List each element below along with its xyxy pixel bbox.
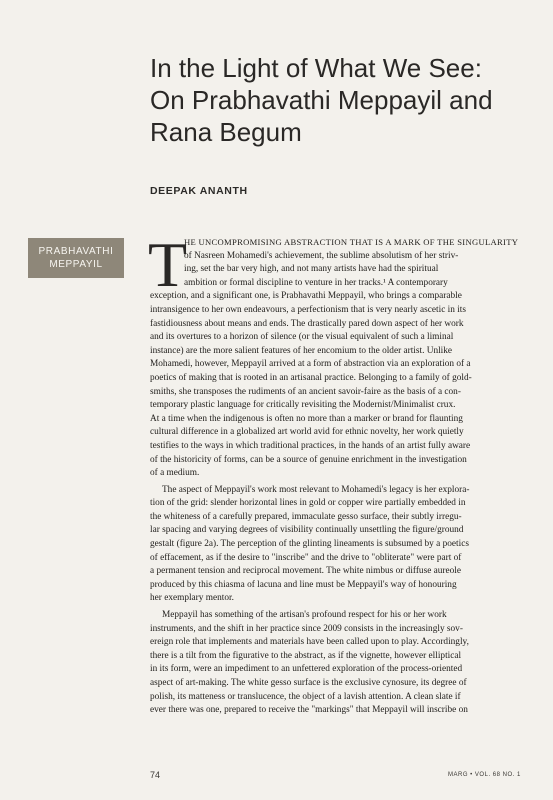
body-line: At a time when the indigenous is often no more than a marker or brand for flaunting: [150, 413, 463, 424]
section-label-line: MEPPAYIL: [49, 259, 103, 270]
section-label: [28, 238, 124, 278]
body-line: testifies to the ways in which traditional practices, in the hands of an artist fully aware: [150, 440, 471, 451]
journal-issue: MARG • VOL. 68 NO. 1: [448, 772, 521, 778]
body-line: ing, set the bar very high, and not many artists have had the spiritual: [184, 264, 439, 275]
title-line: Rana Begum: [150, 117, 302, 147]
page-number: 74: [150, 770, 161, 780]
body-line: the whiteness of a carefully prepared, immaculate gesso surface, their subtly irregu-: [150, 511, 462, 522]
section-label-line: PRABHAVATHI: [38, 246, 114, 257]
body-line: polish, its matteness or translucence, the object of a lavish attention. A clean slate if: [150, 691, 461, 702]
body-line: gestalt (figure 2a). The perception of the glinting lineaments is subsumed by a poetics: [150, 539, 469, 550]
body-line: cultural difference in a globalized art world avid for ethnic novelty, her work quietly: [150, 427, 464, 438]
body-line: ambition or formal discipline to venture in her tracks.¹ A contemporary: [184, 277, 448, 288]
body-line: temporary plastic language for critically revisiting the Modernist/Minimalist crux.: [150, 400, 456, 411]
body-line: of Nasreen Mohamedi's achievement, the sublime absolutism of her striv-: [184, 250, 459, 261]
body-line: her exemplary mentor.: [150, 593, 234, 604]
body-line: of the historicity of forms, can be a source of genuine enrichment in the investigation: [150, 454, 467, 465]
body-line: exception, and a significant one, is Prabhavathi Meppayil, who brings a comparable: [150, 291, 462, 302]
body-line: ereign role that implements and materials have been called upon to play. Accordingly,: [150, 637, 469, 648]
body-line: in its form, were an impediment to an unfettered exploration of the process-oriented: [150, 664, 463, 675]
body-line: a permanent tension and reciprocal movement. The white nimbus or diffuse aureole: [150, 566, 462, 577]
body-line: smiths, she transposes the rudiments of an ancient savoir-faire as the basis of a con-: [150, 386, 461, 397]
article-title: [150, 52, 530, 148]
body-line: instance) are the more salient features of her encomium to the older artist. Unlike: [150, 345, 453, 356]
article-body: [150, 236, 532, 718]
body-line: of effacement, as if the desire to "inscribe" and the drive to "obliterate" were part of: [150, 552, 462, 563]
body-line: tion of the grid: slender horizontal lines in gold or copper wire partially embedded in: [150, 498, 466, 509]
body-line: Mohamedi, however, Meppayil arrived at a form of abstraction via an exploration of a: [150, 359, 471, 370]
body-line: HE UNCOMPROMISING ABSTRACTION THAT IS A MARK OF THE SINGULARITY: [184, 237, 519, 247]
body-line: of a medium.: [150, 468, 200, 479]
title-line: On Prabhavathi Meppayil and: [150, 85, 493, 115]
title-line: In the Light of What We See:: [150, 53, 482, 83]
body-line: instruments, and the shift in her practice since 2009 consists in the increasingly sov-: [150, 623, 463, 634]
body-line: fastidiousness about means and ends. The drastically pared down aspect of her work: [150, 318, 464, 329]
body-line: produced by this chiasma of lacuna and line must be Meppayil's way of honouring: [150, 579, 457, 590]
body-line: lar spacing and varying degrees of visibility continually unsettling the figure/ground: [150, 525, 464, 536]
body-line: ever there was one, prepared to receive the "markings" that Meppayil will inscribe on: [150, 705, 468, 716]
body-line: Meppayil has something of the artisan's profound respect for his or her work: [162, 610, 447, 621]
body-line: intransigence to her own endeavours, a perfectionism that is very nearly ascetic in its: [150, 304, 466, 315]
body-line: and its overtures to a horizon of silence (or the visual equivalent of such a liminal: [150, 332, 454, 343]
body-line: there is a tilt from the figurative to the abstract, as if the vignette, however elliptical: [150, 650, 462, 661]
drop-cap: T: [148, 229, 188, 300]
body-line: aspect of art-making. The white gesso surface is the exclusive cynosure, its degree of: [150, 678, 467, 688]
body-line: The aspect of Meppayil's work most relevant to Mohamedi's legacy is her explora-: [162, 484, 470, 495]
body-line: poetics of making that is rooted in an artisanal practice. Belonging to a family of gold-: [150, 372, 472, 383]
author-name: DEEPAK ANANTH: [150, 185, 248, 197]
